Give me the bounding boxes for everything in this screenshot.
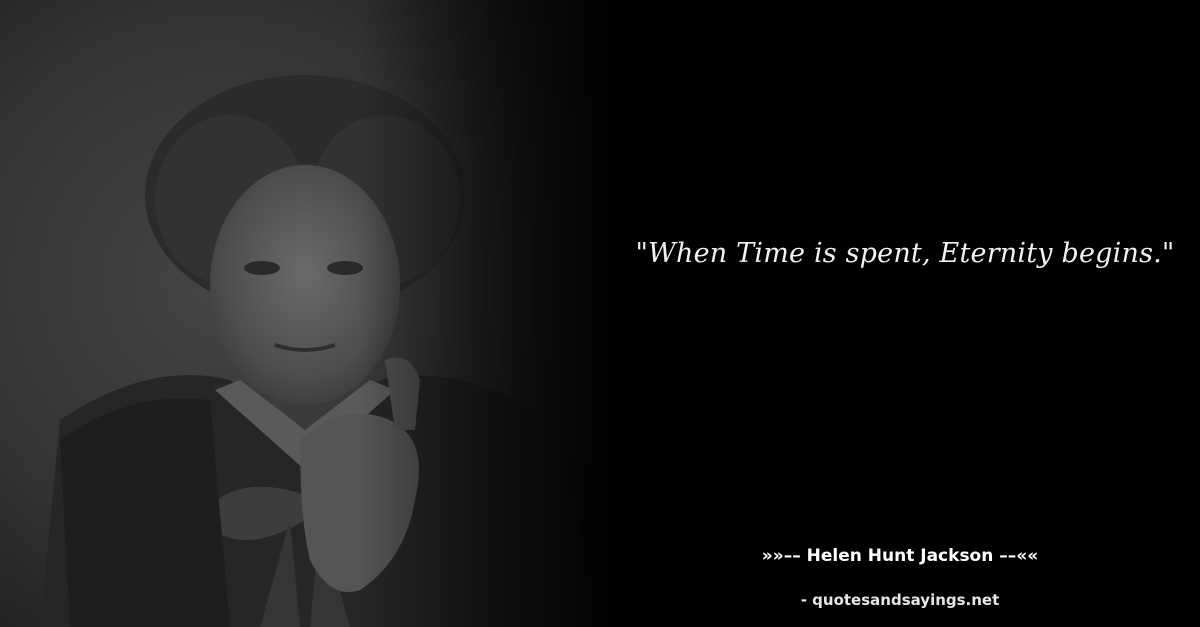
quote-text: "When Time is spent, Eternity begins." (635, 238, 1175, 269)
author-attribution: »»–– Helen Hunt Jackson ––«« (761, 546, 1039, 566)
source-site: - quotesandsayings.net (800, 591, 1000, 609)
